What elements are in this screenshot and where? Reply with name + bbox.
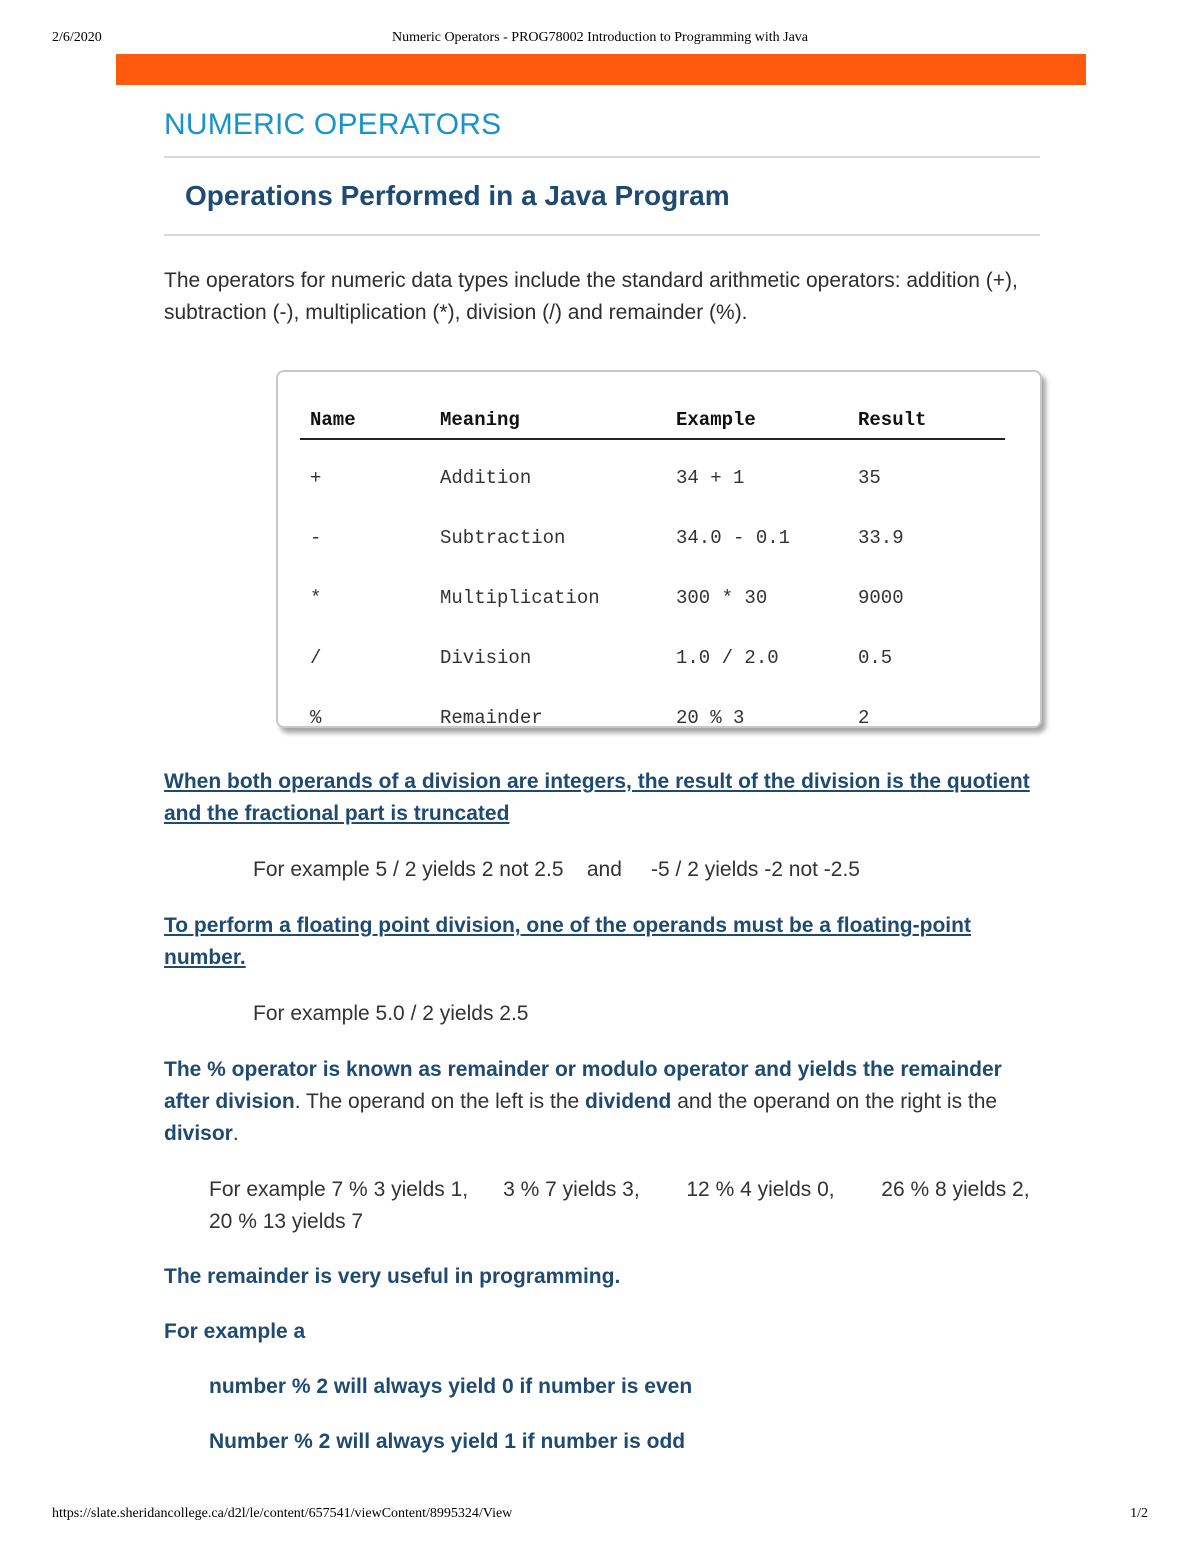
cell-operator: * — [310, 587, 322, 609]
cell-meaning: Division — [440, 647, 532, 669]
print-header — [52, 30, 1148, 50]
cell-example: 300 * 30 — [676, 587, 768, 609]
intro-paragraph: The operators for numeric data types include the standard arithmetic operators: addition (+), subtraction (-), multiplication (*), division (/) and remainder (%). — [164, 269, 1018, 324]
cell-result: 2 — [858, 707, 870, 729]
divisor-term: divisor — [164, 1122, 233, 1145]
content-area — [164, 100, 1065, 1458]
section-heading: Operations Performed in a Java Program — [185, 180, 730, 211]
cell-result: 0.5 — [858, 647, 893, 669]
table-row — [300, 624, 1005, 684]
cell-meaning: Addition — [440, 467, 532, 489]
table-row — [300, 439, 1005, 504]
modulo-text: . The operand on the left is the — [294, 1090, 586, 1113]
cell-meaning: Remainder — [440, 707, 543, 729]
print-page-number: 1/2 — [1130, 1506, 1148, 1521]
integer-division-note: When both operands of a division are integers, the result of the division is the quotient and the fractional part is truncated — [164, 770, 1030, 825]
odd-rule: Number % 2 will always yield 1 if number is odd — [209, 1430, 686, 1453]
integer-division-example: For example 5 / 2 yields 2 not 2.5 and -5 / 2 yields -2 not -2.5 — [253, 858, 860, 881]
modulo-bold-text: The % operator is known as remainder or modulo operator and yields the remainder after division — [164, 1058, 1002, 1113]
cell-operator: + — [310, 467, 322, 489]
operators-table-card — [276, 370, 1042, 728]
modulo-paragraph — [164, 1054, 1040, 1150]
print-date: 2/6/2020 — [52, 30, 102, 45]
cell-result: 9000 — [858, 587, 904, 609]
dividend-term: dividend — [585, 1090, 672, 1113]
even-rule: number % 2 will always yield 0 if number is even — [209, 1375, 693, 1398]
cell-example: 34 + 1 — [676, 467, 745, 489]
remainder-useful-note: The remainder is very useful in programming. — [164, 1265, 621, 1288]
table-row — [300, 684, 1005, 744]
cell-result: 35 — [858, 467, 881, 489]
operators-table — [300, 402, 1005, 744]
cell-result: 33.9 — [858, 527, 904, 549]
modulo-text: . — [232, 1122, 239, 1145]
modulo-text: and the operand on the right is the — [671, 1090, 998, 1113]
cell-operator: % — [310, 707, 322, 729]
table-row — [300, 564, 1005, 624]
modulo-examples: For example 7 % 3 yields 1, 3 % 7 yields 3, 12 % 4 yields 0, 26 % 8 yields 2, 20 % 13 yields 7 — [209, 1178, 1065, 1233]
print-url: https://slate.sheridancollege.ca/d2l/le/content/657541/viewContent/8995324/View — [52, 1506, 513, 1521]
cell-meaning: Subtraction — [440, 527, 566, 549]
cell-operator: / — [310, 647, 322, 669]
cell-example: 1.0 / 2.0 — [676, 647, 779, 669]
accent-banner — [116, 54, 1086, 85]
print-page-title: Numeric Operators - PROG78002 Introduction to Programming with Java — [391, 30, 809, 45]
print-footer — [52, 1506, 1148, 1526]
divider — [164, 234, 1040, 236]
header-example: Example — [666, 402, 848, 439]
for-example-label: For example a — [164, 1320, 306, 1343]
cell-operator: - — [310, 527, 322, 549]
table-header-row — [300, 402, 1005, 439]
header-meaning: Meaning — [430, 402, 666, 439]
header-name: Name — [300, 402, 430, 439]
cell-meaning: Multiplication — [440, 587, 600, 609]
table-row — [300, 504, 1005, 564]
float-division-note: To perform a floating point division, one of the operands must be a floating-point number. — [164, 914, 971, 969]
float-division-example: For example 5.0 / 2 yields 2.5 — [253, 1002, 529, 1025]
cell-example: 20 % 3 — [676, 707, 745, 729]
page-title: NUMERIC OPERATORS — [164, 108, 502, 141]
cell-example: 34.0 - 0.1 — [676, 527, 791, 549]
header-result: Result — [848, 402, 1005, 439]
